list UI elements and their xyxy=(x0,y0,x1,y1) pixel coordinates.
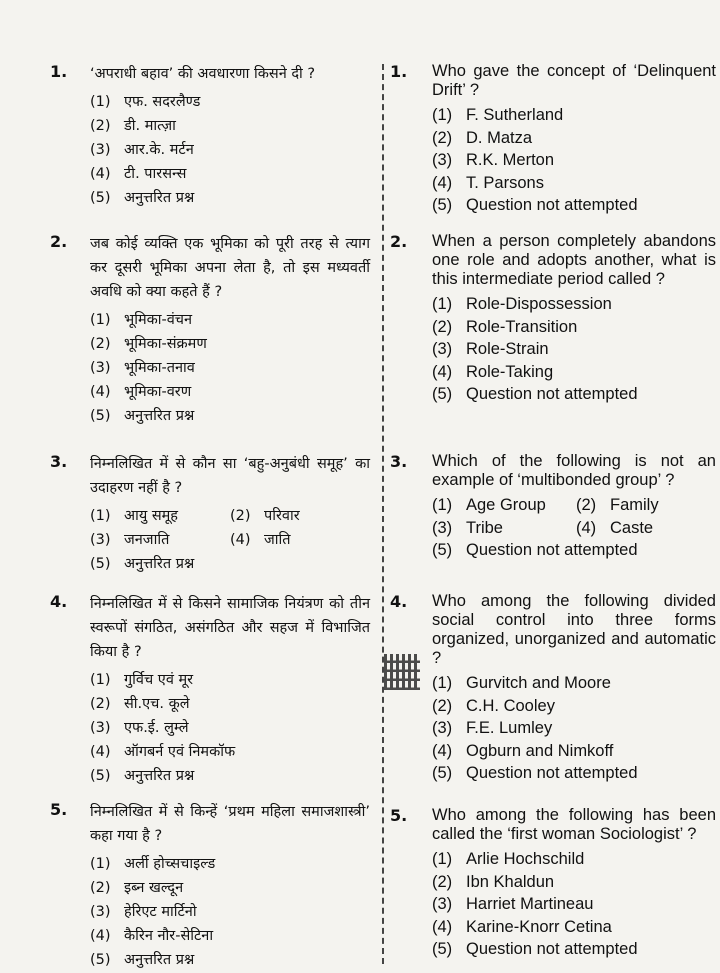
question-number: 1. xyxy=(50,62,68,81)
question-number: 3. xyxy=(390,452,408,471)
option-label: एफ. सदरलैण्ड xyxy=(124,94,201,110)
option-number: (4) xyxy=(90,166,111,182)
option-label: Role-Taking xyxy=(466,362,554,381)
option-number: (3) xyxy=(432,895,453,913)
option-item xyxy=(90,90,370,114)
option-number: (2) xyxy=(90,696,111,712)
options-list xyxy=(90,668,370,788)
question-number: 5. xyxy=(50,800,68,819)
question-body xyxy=(432,592,716,785)
question-number: 2. xyxy=(50,232,68,251)
option-label: अनुत्तरित प्रश्न xyxy=(124,408,195,424)
option-label: Role-Strain xyxy=(466,340,549,358)
option-item xyxy=(432,916,716,939)
option-label: जनजाति xyxy=(124,532,170,548)
option-number: (2) xyxy=(576,496,597,514)
qr-code-mark xyxy=(384,654,420,690)
option-number: (4) xyxy=(90,928,111,944)
options-list xyxy=(90,90,370,210)
option-number: (4) xyxy=(432,741,453,760)
question-number: 4. xyxy=(50,592,68,611)
question-body xyxy=(90,592,370,788)
option-item xyxy=(90,114,370,138)
option-number: (4) xyxy=(432,173,453,192)
question-number: 5. xyxy=(390,806,408,825)
option-label: आर.के. मर्टन xyxy=(124,142,194,158)
option-item xyxy=(432,672,716,695)
option-item xyxy=(576,517,716,540)
option-number: (5) xyxy=(90,190,111,206)
options-list xyxy=(432,293,716,406)
option-label: Age Group xyxy=(466,496,546,514)
question-text: Which of the following is not an example of ‘multibonded group’ ? xyxy=(432,452,716,489)
option-item xyxy=(432,293,716,316)
option-label: D. Matza xyxy=(466,128,533,147)
question-body xyxy=(90,232,370,428)
option-label: अनुत्तरित प्रश्न xyxy=(124,556,195,572)
option-number: (5) xyxy=(432,385,453,403)
question-body xyxy=(432,452,716,562)
option-item xyxy=(432,762,716,785)
question-body xyxy=(90,800,370,972)
option-label: Ibn Khaldun xyxy=(466,872,555,891)
option-item xyxy=(432,938,716,961)
option-number: (1) xyxy=(90,672,111,688)
option-label: Tribe xyxy=(466,518,503,537)
question-text: Who gave the concept of ‘Delinquent Drift’ ? xyxy=(432,62,716,99)
option-number: (4) xyxy=(432,917,453,936)
option-item xyxy=(432,127,716,150)
option-label: R.K. Merton xyxy=(466,151,555,169)
question-body xyxy=(432,806,716,961)
option-item xyxy=(90,764,370,788)
option-number: (5) xyxy=(90,556,111,572)
option-number: (1) xyxy=(90,856,111,872)
option-item xyxy=(432,695,716,718)
option-label: गुर्विच एवं मूर xyxy=(124,672,194,688)
option-label: टी. पारसन्स xyxy=(124,166,187,182)
option-item xyxy=(90,356,370,380)
option-label: Question not attempted xyxy=(466,764,638,782)
question-text: निम्नलिखित में से कौन सा ‘बहु-अनुबंधी समूह’ का उदाहरण नहीं है ? xyxy=(90,456,370,496)
option-item xyxy=(90,404,370,428)
option-label: Arlie Hochschild xyxy=(466,850,585,868)
question-body xyxy=(90,452,370,576)
option-number: (5) xyxy=(432,940,453,958)
option-label: अनुत्तरित प्रश्न xyxy=(124,768,195,784)
option-item xyxy=(432,848,716,871)
options-list xyxy=(432,672,716,785)
option-number: (3) xyxy=(90,532,111,548)
option-number: (5) xyxy=(432,196,453,214)
option-item xyxy=(90,332,370,356)
option-label: अनुत्तरित प्रश्न xyxy=(124,190,195,206)
option-item xyxy=(432,361,716,384)
options-list xyxy=(90,504,370,576)
option-label: इब्न खल्दून xyxy=(124,880,184,896)
option-item xyxy=(90,900,370,924)
option-label: जाति xyxy=(264,532,291,548)
option-number: (1) xyxy=(90,312,111,328)
option-number: (3) xyxy=(432,518,453,537)
option-label: आयु समूह xyxy=(124,508,179,524)
option-number: (5) xyxy=(432,541,453,559)
option-label: हेरिएट मार्टिनो xyxy=(124,904,197,920)
option-label: Question not attempted xyxy=(466,541,638,559)
option-item xyxy=(90,852,370,876)
option-number: (2) xyxy=(230,508,251,524)
option-item xyxy=(90,668,370,692)
option-item xyxy=(90,380,370,404)
option-number: (1) xyxy=(432,106,453,124)
option-label: भूमिका-तनाव xyxy=(124,360,195,376)
option-number: (3) xyxy=(90,360,111,376)
question-number: 3. xyxy=(50,452,68,471)
option-number: (1) xyxy=(432,674,453,692)
option-number: (5) xyxy=(432,764,453,782)
option-label: Ogburn and Nimkoff xyxy=(466,741,614,760)
option-label: Karine-Knorr Cetina xyxy=(466,917,612,936)
column-divider xyxy=(382,64,384,964)
options-list xyxy=(90,308,370,428)
options-grid xyxy=(432,494,716,539)
option-number: (2) xyxy=(90,880,111,896)
option-number: (3) xyxy=(432,340,453,358)
option-item xyxy=(90,876,370,900)
option-number: (2) xyxy=(432,696,453,715)
option-label: डी. मात्ज़ा xyxy=(124,118,176,134)
option-label: Caste xyxy=(610,518,654,537)
option-number: (1) xyxy=(432,850,453,868)
option-item xyxy=(432,539,716,562)
option-label: अर्ली होच्सचाइल्ड xyxy=(124,856,216,872)
question-number: 2. xyxy=(390,232,408,251)
option-label: T. Parsons xyxy=(466,173,544,192)
option-item xyxy=(432,517,576,540)
option-number: (1) xyxy=(432,295,453,313)
option-label: Family xyxy=(610,496,659,514)
option-item xyxy=(432,172,716,195)
option-label: ऑगबर्न एवं निमकॉफ xyxy=(124,744,236,760)
option-label: भूमिका-संक्रमण xyxy=(124,336,207,352)
options-list xyxy=(90,852,370,972)
question-body xyxy=(90,62,370,210)
option-number: (3) xyxy=(90,904,111,920)
option-label: परिवार xyxy=(264,508,300,524)
option-item xyxy=(90,528,230,552)
option-item xyxy=(432,338,716,361)
option-number: (5) xyxy=(90,768,111,784)
option-number: (2) xyxy=(432,128,453,147)
question-text: जब कोई व्यक्ति एक भूमिका को पूरी तरह से त्याग कर दूसरी भूमिका अपना लेता है, तो इस मध्यवर्ती अवधि को क्या कहते हैं ? xyxy=(90,236,370,300)
question-number: 1. xyxy=(390,62,408,81)
option-label: F. Sutherland xyxy=(466,106,564,124)
option-label: एफ.ई. लुम्ले xyxy=(124,720,189,736)
question-text: Who among the following has been called the ‘first woman Sociologist’ ? xyxy=(432,806,716,843)
option-item xyxy=(432,717,716,740)
option-item xyxy=(90,162,370,186)
option-number: (3) xyxy=(90,142,111,158)
option-number: (3) xyxy=(432,719,453,737)
question-body xyxy=(432,232,716,406)
question-number: 4. xyxy=(390,592,408,611)
option-number: (1) xyxy=(90,94,111,110)
question-body xyxy=(432,62,716,217)
option-item xyxy=(432,494,576,517)
option-item xyxy=(432,316,716,339)
option-number: (1) xyxy=(432,496,453,514)
option-label: सी.एच. कूले xyxy=(124,696,190,712)
options-grid xyxy=(90,504,370,552)
question-text: निम्नलिखित में से किसने सामाजिक नियंत्रण को तीन स्वरूपों संगठित, असंगठित और सहज में विभाजित किया है ? xyxy=(90,596,370,660)
option-label: Role-Transition xyxy=(466,317,578,336)
question-text: When a person completely abandons one role and adopts another, what is this intermediate period called ? xyxy=(432,232,716,288)
option-label: भूमिका-वंचन xyxy=(124,312,193,328)
option-label: अनुत्तरित प्रश्न xyxy=(124,952,195,968)
question-text: Who among the following divided social control into three forms organized, unorganized and automatic ? xyxy=(432,592,716,667)
option-item xyxy=(432,740,716,763)
option-label: Gurvitch and Moore xyxy=(466,674,611,692)
option-label: Question not attempted xyxy=(466,385,638,403)
option-item xyxy=(576,494,716,517)
options-list xyxy=(432,848,716,961)
option-item xyxy=(90,138,370,162)
option-number: (2) xyxy=(90,118,111,134)
option-number: (4) xyxy=(90,744,111,760)
option-item xyxy=(90,716,370,740)
question-text: निम्नलिखित में से किन्हें ‘प्रथम महिला समाजशास्त्री’ कहा गया है ? xyxy=(90,804,370,844)
option-item xyxy=(432,149,716,172)
option-item xyxy=(230,528,370,552)
options-list xyxy=(432,494,716,562)
option-number: (5) xyxy=(90,952,111,968)
option-label: Question not attempted xyxy=(466,196,638,214)
option-number: (2) xyxy=(432,872,453,891)
option-item xyxy=(432,194,716,217)
option-label: C.H. Cooley xyxy=(466,696,555,715)
option-number: (4) xyxy=(576,518,597,537)
option-number: (4) xyxy=(230,532,251,548)
option-item xyxy=(432,871,716,894)
option-item xyxy=(432,383,716,406)
option-label: Harriet Martineau xyxy=(466,895,594,913)
option-number: (2) xyxy=(90,336,111,352)
option-number: (5) xyxy=(90,408,111,424)
option-label: भूमिका-वरण xyxy=(124,384,192,400)
option-number: (1) xyxy=(90,508,111,524)
options-list xyxy=(432,104,716,217)
question-text: ‘अपराधी बहाव’ की अवधारणा किसने दी ? xyxy=(90,66,316,82)
option-label: Question not attempted xyxy=(466,940,638,958)
option-item xyxy=(230,504,370,528)
option-label: F.E. Lumley xyxy=(466,719,553,737)
option-number: (3) xyxy=(432,151,453,169)
option-item xyxy=(90,740,370,764)
option-item xyxy=(90,552,370,576)
option-number: (4) xyxy=(90,384,111,400)
option-item xyxy=(432,104,716,127)
option-item xyxy=(90,692,370,716)
option-item xyxy=(90,308,370,332)
option-label: कैरिन नौर-सेटिना xyxy=(124,928,214,944)
option-number: (2) xyxy=(432,317,453,336)
option-item xyxy=(432,893,716,916)
option-item xyxy=(90,948,370,972)
option-label: Role-Dispossession xyxy=(466,295,612,313)
option-number: (3) xyxy=(90,720,111,736)
option-item xyxy=(90,186,370,210)
option-item xyxy=(90,924,370,948)
option-item xyxy=(90,504,230,528)
option-number: (4) xyxy=(432,362,453,381)
